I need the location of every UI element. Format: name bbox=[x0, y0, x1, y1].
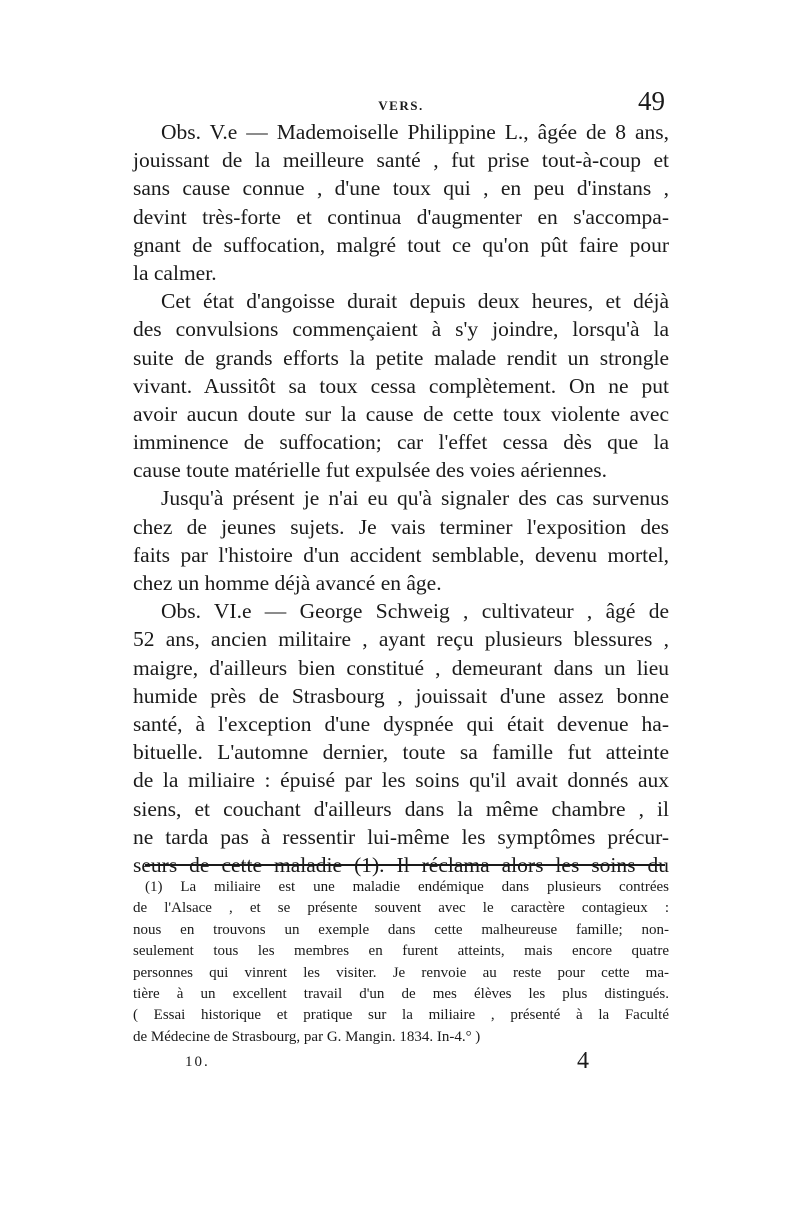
text-line: Obs. V.e — Mademoiselle Philippine L., âgée de 8 ans, bbox=[161, 120, 669, 144]
gathering-number: 10. bbox=[185, 1054, 210, 1070]
footnote-line: (1) La miliaire est une maladie endémique dans plusieurs contrées bbox=[145, 879, 669, 895]
footnote-line: nous en trouvons un exemple dans cette malheureuse famille; non- bbox=[133, 921, 669, 938]
text-line: suite de grands efforts la petite malade rendit un strongle bbox=[133, 345, 669, 370]
footnote-line: de Médecine de Strasbourg, par G. Mangin. 1834. In-4.° ) bbox=[133, 1028, 481, 1045]
text-line: sans cause connue , d'une toux qui , en peu d'instans , bbox=[133, 176, 669, 201]
text-line: chez un homme déjà avancé en âge. bbox=[133, 571, 442, 595]
text-line: siens, et couchant d'ailleurs dans la même chambre , il bbox=[133, 796, 669, 821]
text-line: Jusqu'à présent je n'ai eu qu'à signaler des cas survenus bbox=[161, 486, 669, 511]
footnote-line: personnes qui vinrent les visiter. Je renvoie au reste pour cette ma- bbox=[133, 964, 669, 981]
footnote-line: ( Essai historique et pratique sur la miliaire , présenté à la Faculté bbox=[133, 1007, 669, 1024]
text-line: seurs de cette maladie (1). Il réclama alors les soins du bbox=[133, 852, 669, 877]
text-line: la calmer. bbox=[133, 260, 217, 285]
body-text bbox=[133, 118, 669, 879]
text-line: humide près de Strasbourg , jouissait d'une assez bonne bbox=[133, 683, 669, 708]
footnote bbox=[133, 877, 669, 1048]
text-line: santé, à l'exception d'une dyspnée qui était devenue ha- bbox=[133, 711, 669, 736]
text-line: Cet état d'angoisse durait depuis deux heures, et déjà bbox=[161, 289, 669, 314]
text-line: des convulsions commençaient à s'y joindre, lorsqu'à la bbox=[133, 317, 669, 342]
running-head: VERS. bbox=[378, 98, 424, 113]
text-line: faits par l'histoire d'un accident semblable, devenu mortel, bbox=[133, 542, 669, 567]
text-line: avoir aucun doute sur la cause de cette toux violente avec bbox=[133, 401, 669, 426]
page-header bbox=[133, 86, 669, 120]
text-line: devint très-forte et continua d'augmenter en s'accompa- bbox=[133, 204, 669, 229]
text-line: vivant. Aussitôt sa toux cessa complètement. On ne put bbox=[133, 373, 669, 398]
signature-mark: 4 bbox=[577, 1048, 589, 1074]
text-line: 52 ans, ancien militaire , ayant reçu plusieurs blessures , bbox=[133, 627, 669, 652]
text-line: maigre, d'ailleurs bien constitué , demeurant dans un lieu bbox=[133, 655, 669, 680]
text-line: jouissant de la meilleure santé , fut prise tout-à-coup et bbox=[133, 148, 669, 173]
footnote-line: de l'Alsace , et se présente souvent avec le caractère contagieux : bbox=[133, 900, 669, 917]
footnote-line: seulement tous les membres en furent atteints, mais encore quatre bbox=[133, 943, 669, 960]
text-line: bituelle. L'automne dernier, toute sa famille fut atteinte bbox=[133, 740, 669, 765]
text-line: cause toute matérielle fut expulsée des voies aériennes. bbox=[133, 458, 607, 483]
footnote-divider bbox=[145, 864, 665, 866]
text-line: ne tarda pas à ressentir lui-même les symptômes précur- bbox=[133, 824, 669, 849]
text-line: chez de jeunes sujets. Je vais terminer l'exposition des bbox=[133, 514, 669, 539]
page-number: 49 bbox=[638, 86, 665, 116]
text-line: de la miliaire : épuisé par les soins qu'il avait donnés aux bbox=[133, 768, 669, 793]
text-line: gnant de suffocation, malgré tout ce qu'on pût faire pour bbox=[133, 232, 669, 257]
text-line: Obs. VI.e — George Schweig , cultivateur , âgé de bbox=[161, 599, 669, 624]
footnote-line: tière à un excellent travail d'un de mes élèves les plus distingués. bbox=[133, 985, 669, 1002]
book-page bbox=[133, 0, 669, 1215]
text-line: imminence de suffocation; car l'effet cessa dès que la bbox=[133, 430, 669, 455]
